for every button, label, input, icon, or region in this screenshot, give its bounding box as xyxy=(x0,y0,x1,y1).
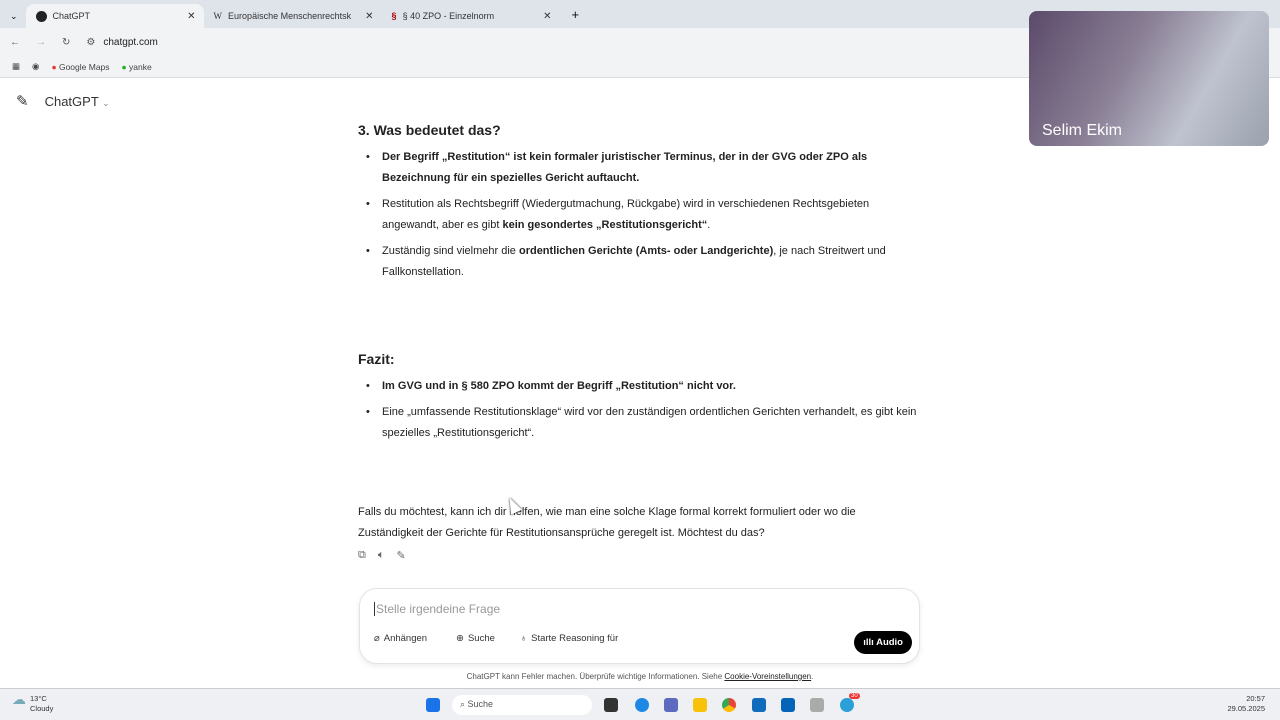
clock[interactable] xyxy=(1227,694,1265,714)
text-segment: . xyxy=(707,219,711,231)
close-tab-icon[interactable]: ✕ xyxy=(543,10,552,22)
telegram-icon[interactable] xyxy=(840,698,854,712)
weather-widget[interactable] xyxy=(12,691,54,714)
date: 29.05.2025 xyxy=(1227,704,1265,713)
time: 20:57 xyxy=(1246,694,1265,703)
store-icon[interactable] xyxy=(752,698,766,712)
text-segment: Der Begriff „Restitution“ ist kein formaler juristischer Terminus, der in der GVG oder ZPO als Bezeichnung für ein spezielles Gericht auftaucht. xyxy=(382,151,868,184)
lightbulb-icon: ♁ xyxy=(520,633,528,644)
read-aloud-icon[interactable]: 🔈︎ xyxy=(377,549,385,561)
taskbar-search[interactable]: ⌕ Suche xyxy=(452,695,592,715)
bookmark-yanke[interactable] xyxy=(122,62,152,72)
outlook-icon[interactable] xyxy=(781,698,795,712)
maps-pin-icon: ● xyxy=(51,61,57,72)
globe-icon: ⊕ xyxy=(456,633,464,644)
audio-label: Audio xyxy=(876,637,903,648)
disclaimer: ChatGPT kann Fehler machen. Überprüfe wichtige Informationen. Siehe Cookie-Voreinstellungen. xyxy=(466,672,814,681)
text-segment: Im GVG und in § 580 ZPO kommt der Begriff „Restitution“ nicht vor. xyxy=(382,380,736,392)
audio-button[interactable] xyxy=(854,631,912,654)
participant-name: Selim Ekim xyxy=(1042,122,1123,139)
message-actions xyxy=(358,549,406,562)
text-segment: , je nach Streitwert und Fallkonstellation. xyxy=(382,245,886,278)
paperclip-icon: ⌀ xyxy=(374,633,380,644)
edge-icon[interactable] xyxy=(635,698,649,712)
wikipedia-icon: W xyxy=(213,11,223,21)
header xyxy=(16,92,110,110)
closing-paragraph: Falls du möchtest, kann ich dir helfen, wie man eine solche Klage formal korrekt formuliert oder wo die Zuständigkeit der Gerichte für Restitutionsansprüche geregelt ist. Möchtest du das? xyxy=(358,506,856,539)
whatsapp-icon: ● xyxy=(121,61,127,72)
attach-button[interactable] xyxy=(374,633,427,644)
notepad-icon[interactable] xyxy=(664,698,678,712)
copy-icon[interactable]: ⧉ xyxy=(358,549,366,561)
video-overlay xyxy=(1029,11,1269,146)
fazit-heading: Fazit: xyxy=(358,351,395,367)
globe-icon[interactable]: ◉ xyxy=(32,61,40,71)
tab-wikipedia[interactable] xyxy=(204,4,382,28)
text-segment: kein gesondertes „Restitutionsgericht“ xyxy=(502,219,708,231)
fazit-list xyxy=(358,376,918,444)
cookie-settings-link[interactable]: Cookie-Voreinstellungen xyxy=(724,672,812,681)
tab-list-chevron-icon[interactable]: ⌄ xyxy=(10,11,18,21)
close-tab-icon[interactable]: ✕ xyxy=(365,10,374,22)
paragraph-icon: § xyxy=(391,11,397,21)
tab-zpo[interactable] xyxy=(382,4,560,28)
section-heading: 3. Was bedeutet das? xyxy=(358,122,501,138)
list-item xyxy=(358,402,918,444)
site-info-icon[interactable]: ⚙ xyxy=(86,36,96,48)
waveform-icon: ıllı xyxy=(863,637,877,648)
text-segment: Zuständig sind vielmehr die xyxy=(382,245,519,257)
chatgpt-favicon-icon xyxy=(36,11,47,22)
cloud-icon: ☁ xyxy=(12,691,26,707)
chevron-down-icon: ⌄ xyxy=(102,97,110,108)
section-list xyxy=(358,147,918,283)
text-segment: ordentlichen Gerichte (Amts- oder Landgerichte) xyxy=(518,245,774,257)
model-label: ChatGPT xyxy=(44,93,99,109)
search-button[interactable] xyxy=(456,633,495,644)
attach-label: Anhängen xyxy=(383,633,428,644)
taskbar xyxy=(0,688,1280,720)
bookmark-google-maps[interactable] xyxy=(51,62,109,72)
list-item xyxy=(358,147,918,189)
reasoning-label: Starte Reasoning für xyxy=(531,633,619,644)
tab-label: Europäische Menschenrechtsk xyxy=(228,11,352,21)
forward-icon[interactable]: → xyxy=(36,36,46,48)
disclaimer-text: ChatGPT kann Fehler machen. Überprüfe wichtige Informationen. Siehe xyxy=(466,672,725,681)
apps-icon[interactable]: ▦ xyxy=(12,61,21,71)
weather-condition: Cloudy xyxy=(30,704,54,713)
bookmark-label: yanke xyxy=(129,61,152,72)
chrome-icon[interactable] xyxy=(722,698,736,712)
tab-label: ChatGPT xyxy=(52,11,91,21)
list-item xyxy=(358,194,918,236)
reasoning-button[interactable] xyxy=(520,633,618,644)
model-selector[interactable] xyxy=(45,94,110,109)
text-segment: Restitution als Rechtsbegriff (Wiedergutmachung, Rückgabe) wird in verschiedenen Rechtsgebieten angewandt, aber es gibt xyxy=(382,198,870,231)
prompt-input[interactable]: Stelle irgendeine Frage xyxy=(376,602,501,616)
tab-chatgpt[interactable] xyxy=(26,4,204,28)
new-tab-icon[interactable]: + xyxy=(571,7,580,22)
windows-start-icon[interactable] xyxy=(426,698,440,712)
edit-icon[interactable]: ✎ xyxy=(396,550,406,562)
app-icon[interactable] xyxy=(810,698,824,712)
close-tab-icon[interactable]: ✕ xyxy=(187,10,196,22)
new-chat-icon[interactable]: ✎ xyxy=(16,93,29,110)
notification-badge: 30 xyxy=(851,693,858,699)
task-view-icon[interactable] xyxy=(604,698,618,712)
composer xyxy=(359,588,920,664)
temperature: 13°C xyxy=(30,694,47,703)
bookmark-label: Google Maps xyxy=(58,61,110,72)
taskbar-search-label: Suche xyxy=(467,699,494,709)
list-item xyxy=(358,376,918,397)
tab-label: § 40 ZPO - Einzelnorm xyxy=(402,11,495,21)
list-item xyxy=(358,241,918,283)
reload-icon[interactable]: ↻ xyxy=(62,36,71,48)
back-icon[interactable]: ← xyxy=(10,36,20,48)
assistant-message xyxy=(358,120,918,544)
file-explorer-icon[interactable] xyxy=(693,698,707,712)
url-field[interactable]: chatgpt.com xyxy=(103,36,158,48)
text-segment: Eine „umfassende Restitutionsklage“ wird vor den zuständigen ordentlichen Gerichten verhandelt, es gibt kein spezielles „Restitutionsgericht“. xyxy=(382,406,917,439)
search-label: Suche xyxy=(467,633,495,644)
